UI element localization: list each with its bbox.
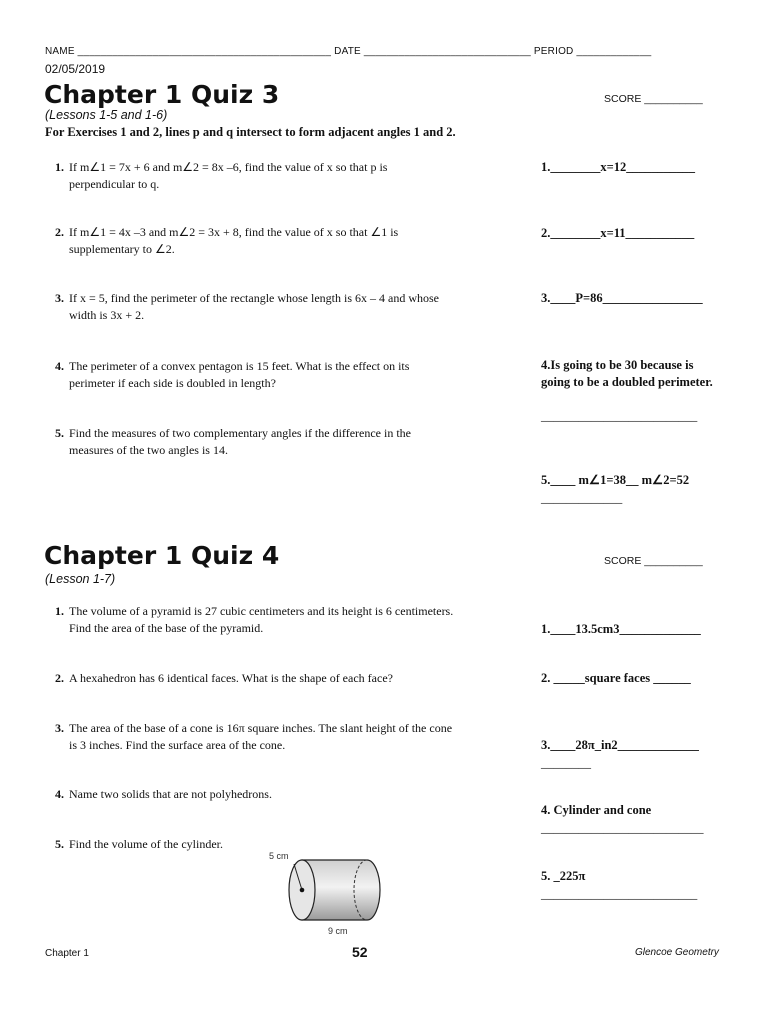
quiz4-question-4: 4. Name two solids that are not polyhedrons.	[55, 787, 272, 801]
quiz3-instructions: For Exercises 1 and 2, lines p and q intersect to form adjacent angles 1 and 2.	[45, 125, 456, 139]
quiz4-question-3: 3. The area of the base of a cone is 16π square inches. The slant height of the cone is 3 inches. Find the surface area of the cone.	[55, 721, 453, 752]
quiz3-score-field[interactable]: SCORE __________	[604, 93, 703, 105]
quiz4-answer-1[interactable]: 1.____13.5cm3_____________	[541, 622, 701, 636]
quiz3-answer-3[interactable]: 3.____P=86________________	[541, 291, 703, 305]
quiz4-answer-4[interactable]: 4. Cylinder and cone	[541, 803, 652, 817]
quiz3-answer-2[interactable]: 2.________x=11___________	[541, 226, 695, 240]
quiz3-question-1: 1. If m∠1 = 7x + 6 and m∠2 = 8x –6, find the value of x so that p is perpendicular to q.	[55, 160, 388, 191]
footer-publisher: Glencoe Geometry	[635, 947, 719, 958]
quiz3-answer-5-line: _____________	[541, 491, 623, 505]
quiz3-question-4: 4. The perimeter of a convex pentagon is 15 feet. What is the effect on its perimeter if each side is doubled in length?	[55, 359, 410, 390]
quiz4-answer-3-line: ________	[541, 756, 591, 770]
quiz4-answer-3[interactable]: 3.____28π_in2_____________	[541, 738, 699, 752]
quiz4-answer-2[interactable]: 2. _____square faces ______	[541, 671, 691, 685]
center-dot	[300, 888, 305, 893]
radius-label: 5 cm	[269, 851, 289, 861]
page-number: 52	[352, 944, 368, 960]
quiz4-answer-5[interactable]: 5. _225π	[541, 869, 586, 883]
quiz4-lessons: (Lesson 1-7)	[45, 572, 116, 586]
quiz3-answer-4-line: _________________________	[541, 409, 698, 423]
quiz4-answer-4-line: __________________________	[541, 821, 704, 835]
cylinder-figure	[262, 846, 392, 938]
quiz3-question-2: 2. If m∠1 = 4x –3 and m∠2 = 3x + 8, find the value of x so that ∠1 is supplementary to ∠2.	[55, 225, 399, 256]
quiz3-lessons: (Lessons 1-5 and 1-6)	[45, 108, 168, 122]
quiz4-title: Chapter 1 Quiz 4	[44, 541, 280, 570]
quiz4-question-1: 1. The volume of a pyramid is 27 cubic centimeters and its height is 6 centimeters. Find the area of the base of the pyramid.	[55, 604, 454, 635]
handwritten-date: 02/05/2019	[45, 62, 106, 76]
quiz3-answer-1[interactable]: 1.________x=12___________	[541, 160, 695, 174]
footer-chapter: Chapter 1	[45, 948, 89, 959]
quiz4-question-2: 2. A hexahedron has 6 identical faces. What is the shape of each face?	[55, 671, 393, 685]
quiz4-score-field[interactable]: SCORE __________	[604, 555, 703, 567]
quiz3-answer-5[interactable]: 5.____ m∠1=38__ m∠2=52	[541, 473, 690, 487]
quiz3-title: Chapter 1 Quiz 3	[44, 80, 280, 109]
quiz3-answer-4[interactable]: 4.Is going to be 30 because is going to be a doubled perimeter.	[541, 358, 713, 389]
quiz3-question-5: 5. Find the measures of two complementary angles if the difference in the measures of the two angles is 14.	[55, 426, 411, 457]
length-label: 9 cm	[328, 926, 348, 936]
name-date-period-line[interactable]: NAME ____________________________________________ DATE _____________________________ PERIOD _____________	[45, 46, 652, 57]
quiz4-question-5: 5. Find the volume of the cylinder.	[55, 837, 223, 851]
quiz4-answer-5-line: _________________________	[541, 887, 698, 901]
quiz3-question-3: 3. If x = 5, find the perimeter of the rectangle whose length is 6x – 4 and whose width is 3x + 2.	[55, 291, 439, 322]
